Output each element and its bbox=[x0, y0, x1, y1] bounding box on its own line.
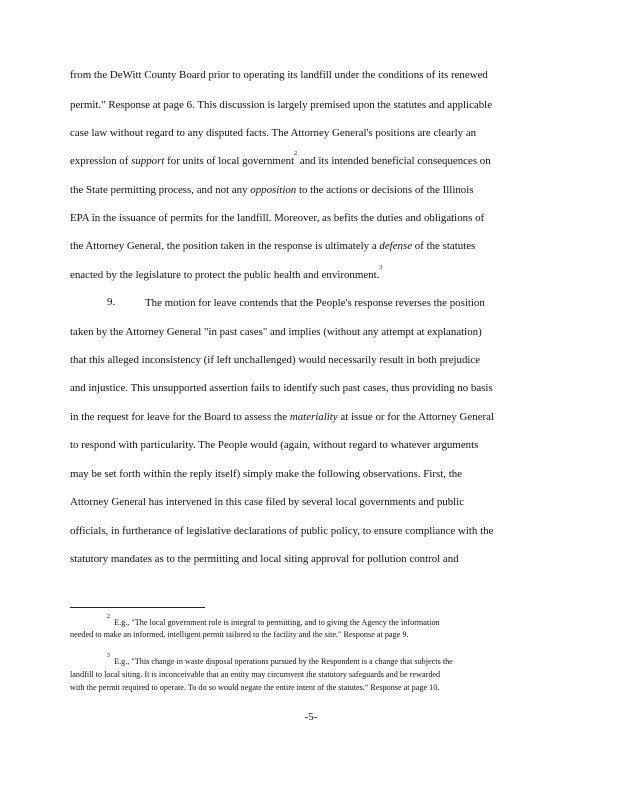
footnote-line: needed to make an informed, intelligent permit tailored to the facility and the site." Response at page 9. bbox=[70, 630, 409, 639]
body-line bbox=[70, 265, 383, 282]
body-line: taken by the Attorney General "in past cases" and implies (without any attempt at explanation) bbox=[70, 326, 482, 338]
body-line bbox=[70, 239, 475, 253]
footnote-marker: 3 bbox=[107, 653, 110, 659]
emphasis-text: materiality bbox=[289, 411, 338, 423]
text-segment: of the statutes bbox=[412, 240, 476, 252]
footnote-marker: 2 bbox=[107, 614, 110, 620]
body-line bbox=[70, 183, 474, 197]
body-line: Attorney General has intervened in this case filed by several local governments and public bbox=[70, 496, 465, 508]
footnote-ref: 3 bbox=[379, 265, 383, 271]
body-line: to respond with particularity. The People would (again, without regard to whatever arguments bbox=[70, 439, 479, 451]
footnote-text: E.g., "This change in waste disposal operations pursued by the Respondent is a change that subjects the bbox=[114, 657, 453, 666]
body-line: that this alleged inconsistency (if left unchallenged) would necessarily result in both prejudice bbox=[70, 354, 481, 366]
body-line: from the DeWitt County Board prior to operating its landfill under the conditions of its renewed bbox=[70, 69, 488, 81]
text-segment: the Attorney General, the position taken in the response is ultimately a bbox=[70, 240, 380, 252]
body-line: and injustice. This unsupported assertion fails to identify such past cases, thus providing no basis bbox=[70, 382, 493, 394]
footnote-text: E.g., "The local government role is integral to permitting, and to giving the Agency the information bbox=[114, 618, 440, 627]
body-line: statutory mandates as to the permitting and local siting approval for pollution control and bbox=[70, 553, 459, 565]
body-line bbox=[70, 151, 491, 168]
body-line: The motion for leave contends that the People's response reverses the position bbox=[145, 297, 485, 309]
text-segment: the State permitting process, and not any bbox=[70, 184, 251, 196]
emphasis-text: defense bbox=[379, 240, 413, 252]
text-segment: to the actions or decisions of the Illinois bbox=[296, 184, 474, 196]
body-line bbox=[70, 410, 494, 424]
footnote-ref: 2 bbox=[294, 151, 298, 157]
footnote-divider bbox=[70, 607, 205, 608]
body-line: case law without regard to any disputed facts. The Attorney General's positions are clearly an bbox=[70, 127, 477, 139]
body-line: permit." Response at page 6. This discussion is largely premised upon the statutes and applicable bbox=[70, 99, 493, 111]
text-segment: in the request for leave for the Board to assess the bbox=[70, 411, 290, 423]
emphasis-text: support bbox=[131, 155, 165, 167]
footnote-3 bbox=[107, 653, 453, 667]
footnote-line: landfill to local siting. It is inconceivable that an entity may circumvent the statutory safeguards and be rewarded bbox=[70, 670, 441, 679]
body-line: may be set forth within the reply itself) simply make the following observations. First, the bbox=[70, 468, 462, 480]
footnote-line: with the permit required to operate. To do so would negate the entire intent of the statutes." Response at page 10. bbox=[70, 683, 440, 692]
text-segment: for units of local government bbox=[164, 155, 295, 167]
emphasis-text: opposition bbox=[250, 184, 297, 196]
page-number: -5- bbox=[304, 711, 318, 723]
paragraph-number: 9. bbox=[107, 296, 116, 308]
text-segment: enacted by the legislature to protect the public health and environment. bbox=[70, 269, 380, 281]
footnote-2 bbox=[107, 614, 440, 628]
body-line: EPA in the issuance of permits for the landfill. Moreover, as befits the duties and obligations of bbox=[70, 212, 485, 224]
text-segment: and its intended beneficial consequences on bbox=[297, 155, 491, 167]
body-line: officials, in furtherance of legislative declarations of public policy, to ensure compliance with the bbox=[70, 525, 494, 537]
text-segment: at issue or for the Attorney General bbox=[337, 411, 495, 423]
text-segment: expression of bbox=[70, 155, 132, 167]
